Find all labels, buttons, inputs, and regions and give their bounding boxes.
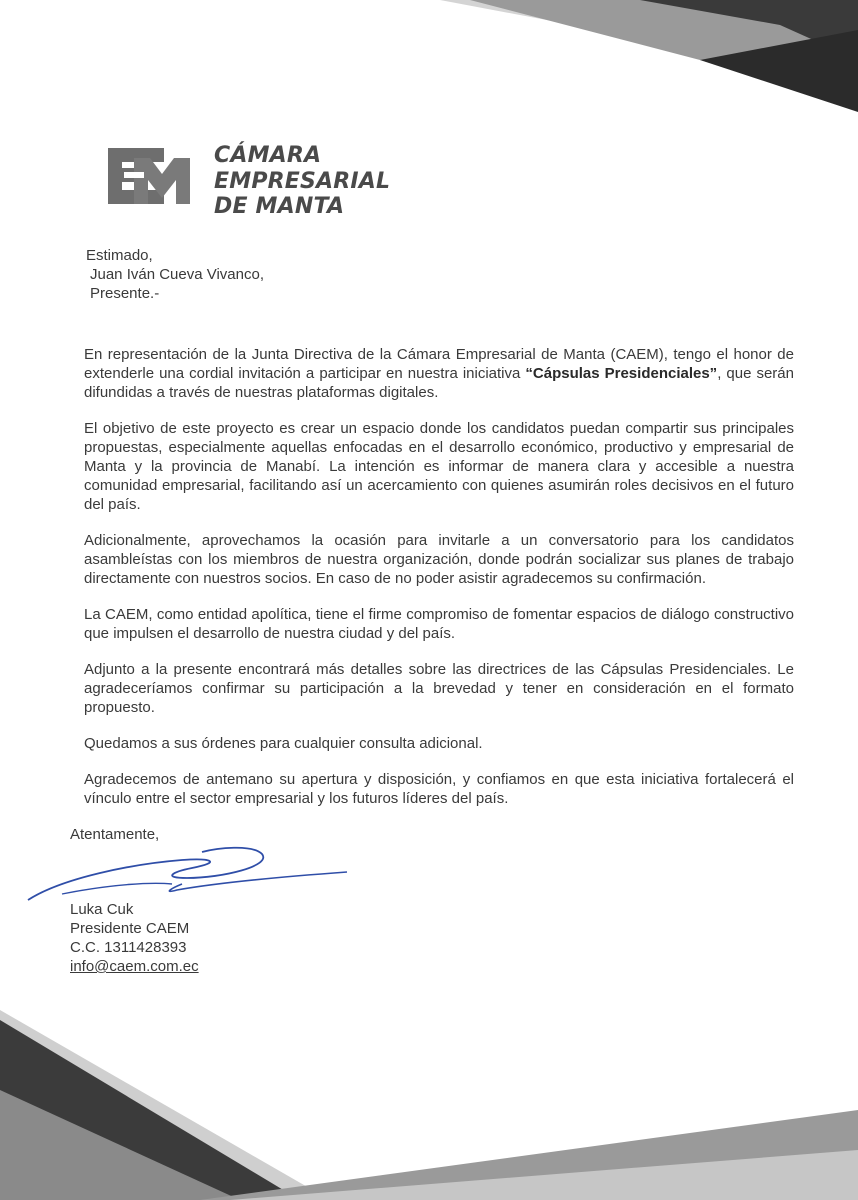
signer-email-link[interactable]: info@caem.com.ec <box>70 958 199 975</box>
initiative-name: “Cápsulas Presidenciales” <box>525 365 718 382</box>
signer-block <box>70 900 199 976</box>
salutation <box>86 246 264 303</box>
signer-title: Presidente CAEM <box>70 920 190 937</box>
org-name-line-3: DE MANTA <box>214 194 345 219</box>
paragraph-3: Adicionalmente, aprovechamos la ocasión para invitarle a un conversatorio para los candidatos asambleístas con los miembros de nuestra organización, donde podrán socializar sus planes de trabajo directamente con nuestros socios. En caso de no poder asistir agradecemos su confirmación. <box>84 532 794 587</box>
org-name-line-1: CÁMARA <box>214 143 322 168</box>
signer-name: Luka Cuk <box>70 901 134 918</box>
recipient: Juan Iván Cueva Vivanco, <box>90 266 265 283</box>
greeting: Estimado, <box>86 247 153 264</box>
paragraph-2: El objetivo de este proyecto es crear un espacio donde los candidatos puedan compartir sus principales propuestas, especialmente aquellas enfocadas en el desarrollo económico, productivo y empresarial de Manta y la provincia de Manabí. La intención es informar de manera clara y accesible a nuestra comunidad empresarial, facilitando así un acercamiento con quienes asumirán roles decisivos en el futuro del país. <box>84 420 794 513</box>
closing: Atentamente, <box>70 826 160 843</box>
organization-name <box>214 143 390 220</box>
paragraph-4: La CAEM, como entidad apolítica, tiene el firme compromiso de fomentar espacios de diálogo constructivo que impulsen el desarrollo de nuestra ciudad y del país. <box>84 606 794 642</box>
paragraph-6: Quedamos a sus órdenes para cualquier consulta adicional. <box>84 735 483 752</box>
org-name-line-2: EMPRESARIAL <box>214 168 391 194</box>
paragraph-5: Adjunto a la presente encontrará más detalles sobre las directrices de las Cápsulas Presidenciales. Le agradeceríamos confirmar su participación a la brevedad y tener en consideración en el formato propuesto. <box>84 661 794 716</box>
presente: Presente.- <box>90 285 160 302</box>
signer-id: C.C. 1311428393 <box>70 939 187 956</box>
caem-logo-icon <box>106 146 192 206</box>
letter-body <box>84 345 794 825</box>
paragraph-1 <box>84 345 794 402</box>
paragraph-7: Agradecemos de antemano su apertura y disposición, y confiamos en que esta iniciativa fortalecerá el vínculo entre el sector empresarial y los futuros líderes del país. <box>84 771 794 807</box>
p1-text-after: , que serán difundidas a través de nuestras plataformas digitales. <box>84 365 794 401</box>
p1-text-before: En representación de la Junta Directiva de la Cámara Empresarial de Manta (CAEM), tengo el honor de extenderle una cordial invitación a participar en nuestra iniciativa <box>84 346 794 382</box>
